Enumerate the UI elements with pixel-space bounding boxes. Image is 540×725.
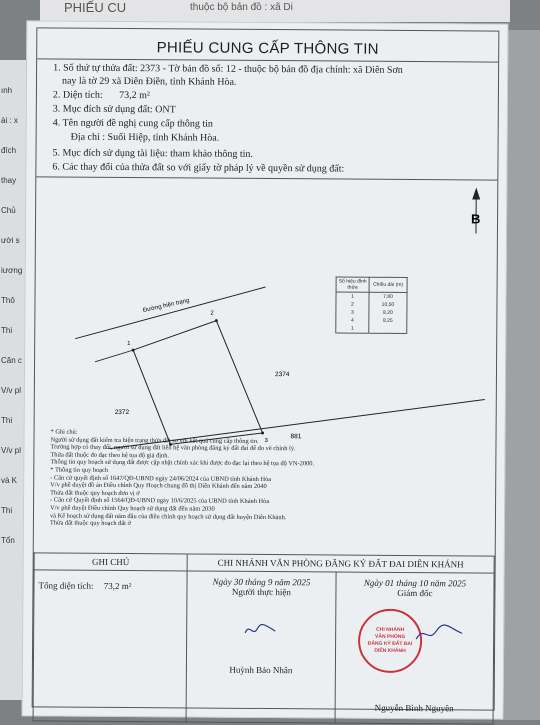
stamp-line: DIÊN KHÁNH: [374, 648, 405, 655]
vertex-label-2: 2: [210, 311, 214, 317]
preparer-signature: [241, 619, 281, 639]
director-role: Giám đốc: [337, 588, 492, 599]
requester-line: 4. Tên người đề nghị cung cấp thông tin: [53, 118, 213, 130]
vertex-marker-1: [132, 349, 135, 352]
area-label: 2. Diện tích:: [53, 90, 103, 101]
plan-line: V/v phê duyệt Điều chỉnh Quy hoạch sử dụng đất đến năm 2030: [50, 504, 314, 513]
preparer-cell: [186, 571, 336, 723]
changes-line: 6. Các thay đổi của thửa đất so với giấy tờ pháp lý về quyền sử dụng đất:: [52, 162, 344, 175]
background-fragment: ười s: [1, 236, 20, 245]
preparer-date: Ngày 30 tháng 9 năm 2025: [188, 576, 334, 587]
length-cell: [369, 325, 407, 334]
vertex-cell: 4: [336, 316, 369, 324]
background-fragment: Căn c: [1, 356, 22, 365]
parcel-map-line: nay là tờ 29 xã Diên Điền, tỉnh Khánh Hòa.: [62, 76, 236, 88]
background-fragment: đích: [1, 146, 16, 155]
area-value: 73,2 m²: [119, 90, 150, 101]
vertex-label-3: 3: [264, 438, 268, 444]
background-fragment: Chủ: [1, 206, 16, 215]
org-name: CHI NHÁNH VĂN PHÒNG ĐĂNG KÝ ĐẤT ĐAI DIÊN KHÁNH: [187, 554, 494, 573]
background-fragment: và K: [1, 476, 17, 485]
director-cell: [335, 572, 494, 724]
notes-heading: * Ghi chú:: [51, 429, 315, 438]
background-fragment: iương: [1, 266, 22, 275]
parcel-number-line: 1. Số thứ tự thửa đất: 2373 - Tờ bản đồ số: 12 - thuộc bộ bản đồ địa chính: xã Diên Sơn: [53, 63, 403, 76]
plan-line: - Căn cứ Quyết định số 1564/QĐ-UBND ngày 10/6/2025 của UBND tỉnh Khánh Hòa: [50, 497, 314, 506]
stamp-line: CHI NHÁNH: [376, 627, 404, 634]
sheet-frame: [32, 27, 500, 710]
length-cell: 10,50: [369, 301, 407, 309]
length-cell: 8,25: [369, 317, 407, 325]
background-fragment: thay: [1, 176, 16, 185]
road-edge-line: [75, 286, 265, 340]
background-text-top-left: PHIẾU CU: [64, 0, 126, 15]
vertex-marker-2: [215, 319, 218, 322]
table-row: [336, 324, 407, 333]
north-arrow-icon: [472, 187, 480, 199]
note-line: Trường hợp có thay đổi, người sử dụng đất liên hệ văn phòng đăng ký đất đai để đo vẽ chỉnh lý.: [50, 444, 314, 453]
area-line: [53, 90, 150, 102]
vertex-length-table: [335, 276, 407, 334]
north-arrow-label: B: [471, 211, 480, 226]
parcel-label-881: 881: [291, 433, 302, 440]
background-fragment: ài : x: [1, 116, 18, 125]
cadastral-map: [34, 178, 498, 451]
plan-line: Thửa đất thuộc quy hoạch đất ở: [50, 520, 314, 529]
note-line: Thửa đất thuộc đo đạc theo hệ tọa độ giả định.: [50, 451, 314, 460]
director-signature: [414, 623, 464, 645]
land-use-line: 3. Mục đích sử dụng đất: ONT: [53, 104, 176, 116]
page-title: PHIẾU CUNG CẤP THÔNG TIN: [37, 38, 498, 58]
preparer-role: Người thực hiện: [188, 586, 334, 597]
length-cell: 8,20: [369, 309, 407, 317]
background-fragment: V/v pl: [1, 446, 21, 455]
preparer-name: Huỳnh Bảo Nhân: [188, 664, 334, 675]
director-date: Ngày 01 tháng 10 năm 2025: [337, 578, 492, 589]
vertex-label-1: 1: [127, 341, 131, 347]
road-label: Đường hiện trạng: [143, 298, 190, 314]
table-header-length: Chiều dài (m): [369, 277, 407, 292]
table-header-vertex: Số hiệu đỉnh thửa: [336, 277, 369, 292]
background-fragment: Tổn: [1, 536, 15, 545]
background-fragment: V/v pl: [1, 386, 21, 395]
info-sheet: [22, 20, 509, 719]
total-area-value: 73,2 m²: [104, 581, 132, 591]
parcel-label-2372: 2372: [115, 409, 130, 416]
background-fragment: Thi: [1, 326, 12, 335]
background-fragment: Thi: [1, 506, 12, 515]
plan-line: - Căn cứ quyết định số 1647/QĐ-UBND ngày 24/06/2024 của UBND tỉnh Khánh Hòa: [50, 474, 314, 483]
length-cell: 7,80: [369, 292, 407, 301]
plan-line: và Kế hoạch sử dụng đất năm đầu của điều chỉnh quy hoạch sử dụng đất huyện Diên Khánh.: [50, 512, 314, 521]
stamp-line: ĐĂNG KÝ ĐẤT ĐAI: [368, 641, 413, 648]
official-stamp: [358, 609, 422, 673]
address-line: Địa chỉ : Suối Hiệp, tỉnh Khánh Hòa.: [71, 132, 220, 144]
ghi-chu-header: GHI CHÚ: [34, 553, 187, 571]
vertex-cell: 1: [336, 324, 369, 333]
background-fragment: Thô: [1, 296, 15, 305]
vertex-cell: 3: [336, 308, 369, 316]
note-line: Người sử dụng đất kiểm tra hiện trạng thửa đất so với kết quả cung cấp thông tin.: [50, 436, 314, 445]
vertex-cell: 2: [336, 300, 369, 308]
vertex-cell: 1: [336, 292, 369, 301]
purpose-line: 5. Mục đích sử dụng tài liệu: tham khảo thông tin.: [52, 148, 252, 160]
plan-line: Thửa đất thuộc quy hoạch đơn vị ở: [50, 489, 314, 498]
signature-table: [33, 552, 495, 724]
director-name: Nguyễn Bình Nguyên: [336, 703, 493, 714]
plan-line: V/v phê duyệt đồ án Điều chỉnh Quy Hoạch chung đô thị Diên Khánh đến năm 2040: [50, 482, 314, 491]
note-line: Thông tin quy hoạch sử dụng đất được cập nhật chính xác khi được đo đạc lại theo hệ tọa độ VN-2000.: [50, 459, 314, 468]
background-fragment: Thi: [1, 416, 12, 425]
background-text-top-right: thuộc bộ bản đồ : xã Di: [190, 2, 293, 13]
background-paper-right: [504, 30, 540, 720]
total-area-label: Tổng diện tích:: [38, 580, 93, 590]
total-area-cell: [33, 570, 187, 722]
plan-heading: * Thông tin quy hoạch: [50, 466, 314, 475]
parcel-label-2374: 2374: [275, 371, 290, 378]
stamp-line: VĂN PHÒNG: [375, 634, 405, 641]
background-fragment: ınh: [1, 86, 12, 95]
neighbor-boundary-west: [95, 350, 133, 362]
notes-section: [50, 429, 314, 530]
parcel-2373: [132, 320, 263, 445]
